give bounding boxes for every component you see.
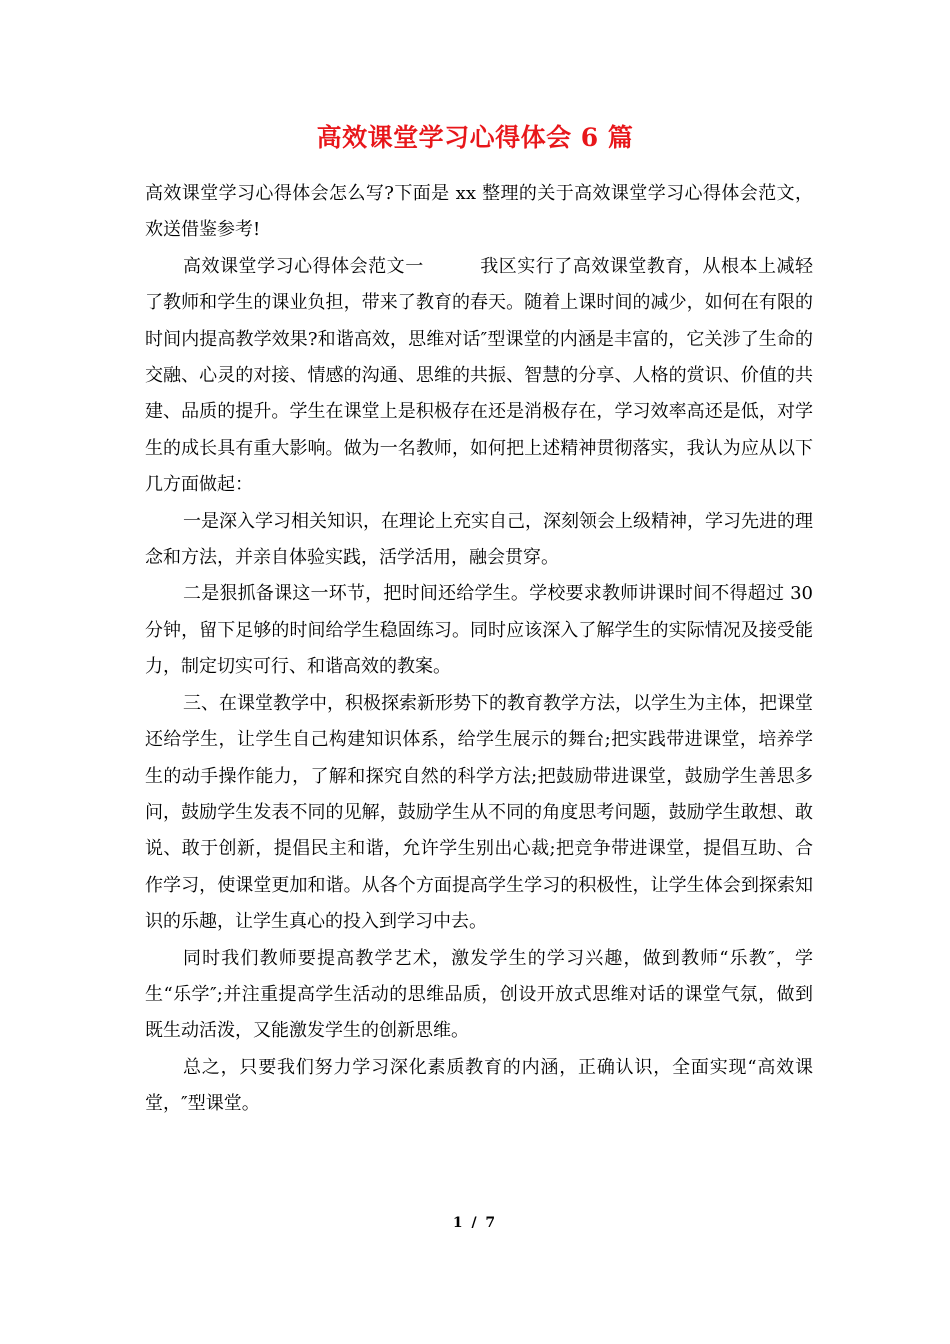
intro-paragraph: 高效课堂学习心得体会怎么写?下面是 xx 整理的关于高效课堂学习心得体会范文，欢送借鉴参考!: [145, 183, 813, 241]
paragraph-3: 二是狠抓备课这一环节，把时间还给学生。学校要求教师讲课时间不得超过 30 分钟，留下足够的时间给学生稳固练习。同时应该深入了解学生的实际情况及接受能力，制定切实可行、和谐高效的教案。: [145, 583, 813, 678]
page-number: 1 / 7: [452, 1215, 498, 1231]
paragraph-6: 总之，只要我们努力学习深化素质教育的内涵，正确认识，全面实现“高效课堂，″型课堂。: [145, 1056, 813, 1115]
paragraph-2: 一是深入学习相关知识，在理论上充实自己，深刻领会上级精神，学习先进的理念和方法，并亲自体验实践，活学活用，融会贯穿。: [145, 510, 813, 569]
section-heading: 高效课堂学习心得体会范文一: [183, 255, 424, 277]
document-body: [145, 176, 813, 1123]
paragraph-4: 三、在课堂教学中，积极探索新形势下的教育教学方法，以学生为主体，把课堂还给学生，让学生自己构建知识体系，给学生展示的舞台;把实践带进课堂，培养学生的动手操作能力，了解和探究自然的科学方法;把鼓励带进课堂，鼓励学生善思多问，鼓励学生发表不同的见解，鼓励学生从不同的角度思考问题，鼓励学生敢想、敢说、敢于创新，提倡民主和谐，允许学生别出心裁;把竞争带进课堂，提倡互助、合作学习，使课堂更加和谐。从各个方面提高学生学习的积极性，让学生体会到探索知识的乐趣，让学生真心的投入到学习中去。: [145, 692, 813, 933]
document-title: 高效课堂学习心得体会 6 篇: [316, 123, 634, 152]
paragraph-1-text: 我区实行了高效课堂教育，从根本上减轻了教师和学生的课业负担，带来了教育的春天。随着上课时间的减少，如何在有限的时间内提高教学效果?和谐高效，思维对话″型课堂的内涵是丰富的，它关涉了生命的交融、心灵的对接、情感的沟通、思维的共振、智慧的分享、人格的赏识、价值的共建、品质的提升。学生在课堂上是积极存在还是消极存在，学习效率高还是低，对学生的成长具有重大影响。做为一名教师，如何把上述精神贯彻落实，我认为应从以下几方面做起：: [145, 255, 814, 496]
section-paragraph-1: [145, 249, 813, 504]
paragraph-5: 同时我们教师要提高教学艺术，激发学生的学习兴趣，做到教师“乐教″，学生“乐学″;并注重提高学生活动的思维品质，创设开放式思维对话的课堂气氛，做到既生动活泼，又能激发学生的创新思维。: [145, 947, 813, 1042]
